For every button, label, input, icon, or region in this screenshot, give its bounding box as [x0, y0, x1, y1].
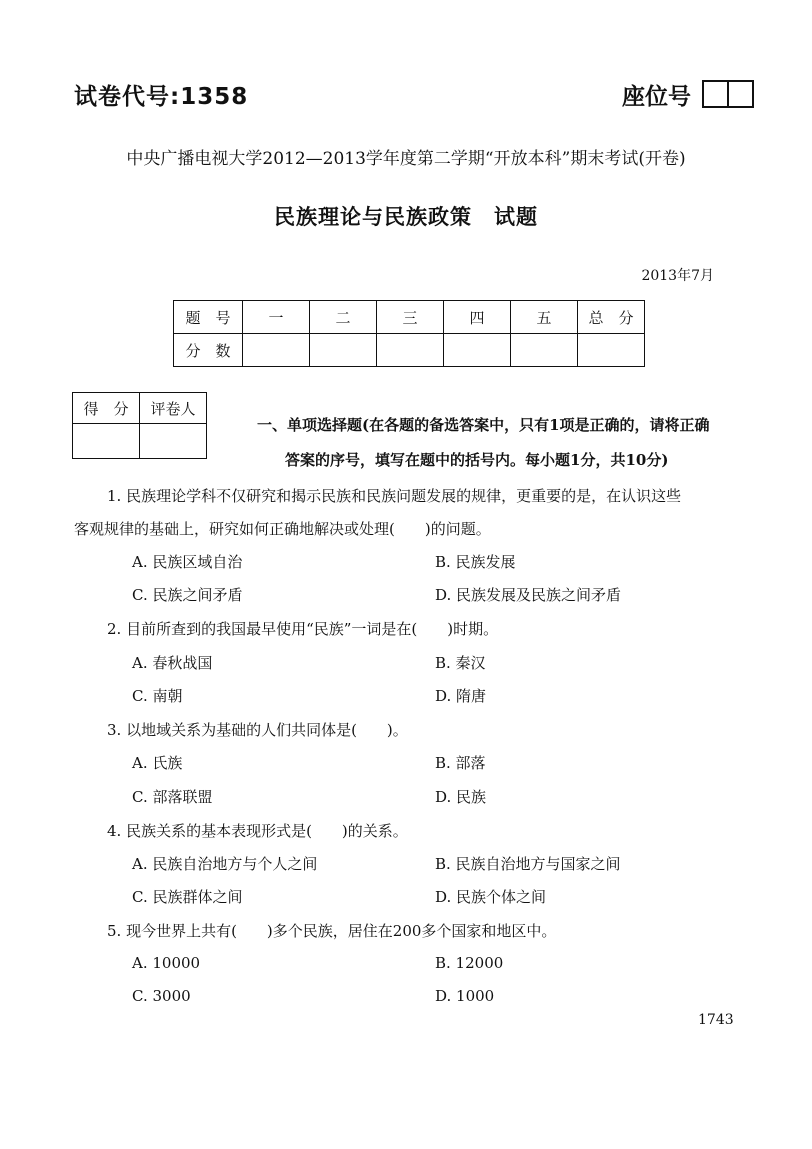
paper-code: 试卷代号:1358 [74, 84, 249, 110]
question-3-option-c: C. 部落联盟 [132, 788, 213, 806]
score-row-label: 分 数 [174, 334, 243, 367]
grader-score-header: 得 分 [73, 393, 140, 424]
question-5-option-c: C. 3000 [132, 987, 191, 1005]
seat-number-label: 座位号 [622, 84, 691, 110]
grader-name-header: 评卷人 [140, 393, 207, 424]
question-3-option-d: D. 民族 [435, 788, 487, 806]
question-2-option-d: D. 隋唐 [435, 687, 487, 705]
section-instruction-line1: 一、单项选择题(在各题的备选答案中，只有1项是正确的，请将正确 [257, 416, 710, 434]
exam-header: 中央广播电视大学2012—2013学年度第二学期“开放本科”期末考试(开卷) [126, 149, 686, 169]
question-4-option-b: B. 民族自治地方与国家之间 [435, 855, 621, 873]
page-number: 1743 [698, 1012, 734, 1028]
question-5-option-d: D. 1000 [435, 987, 495, 1005]
seat-box [704, 82, 727, 106]
question-4-line1: 4. 民族关系的基本表现形式是( )的关系。 [107, 822, 408, 840]
question-1-option-c: C. 民族之间矛盾 [132, 586, 243, 604]
score-table-header-row [174, 301, 645, 334]
score-header-cell: 题 号 [174, 301, 243, 334]
question-4-option-d: D. 民族个体之间 [435, 888, 547, 906]
question-1-option-b: B. 民族发展 [435, 553, 516, 571]
question-1-option-d: D. 民族发展及民族之间矛盾 [435, 586, 622, 604]
question-1-option-a: A. 民族区域自治 [132, 553, 243, 571]
score-header-cell: 一 [243, 301, 310, 334]
score-cell [310, 334, 377, 367]
score-header-cell: 五 [511, 301, 578, 334]
exam-date: 2013年7月 [641, 268, 714, 284]
score-table [173, 300, 645, 367]
score-cell [444, 334, 511, 367]
seat-box [727, 82, 752, 106]
score-header-cell: 二 [310, 301, 377, 334]
seat-number-boxes [702, 80, 754, 108]
question-5-line1: 5. 现今世界上共有( )多个民族，居住在200多个国家和地区中。 [107, 922, 557, 940]
question-3-option-b: B. 部落 [435, 754, 486, 772]
grader-table [72, 392, 207, 459]
question-5-option-a: A. 10000 [132, 954, 201, 972]
score-header-cell: 总 分 [578, 301, 645, 334]
score-cell [243, 334, 310, 367]
question-2-option-c: C. 南朝 [132, 687, 183, 705]
score-table-value-row [174, 334, 645, 367]
question-1-line1: 1. 民族理论学科不仅研究和揭示民族和民族问题发展的规律，更重要的是，在认识这些 [107, 487, 682, 505]
question-4-option-a: A. 民族自治地方与个人之间 [132, 855, 318, 873]
question-2-line1: 2. 目前所查到的我国最早使用“民族”一词是在( )时期。 [107, 620, 499, 638]
score-cell [511, 334, 578, 367]
score-header-cell: 三 [377, 301, 444, 334]
question-4-option-c: C. 民族群体之间 [132, 888, 243, 906]
question-2-option-a: A. 春秋战国 [132, 654, 213, 672]
question-3-line1: 3. 以地域关系为基础的人们共同体是( )。 [107, 721, 408, 739]
question-5-option-b: B. 12000 [435, 954, 504, 972]
score-cell [578, 334, 645, 367]
grader-name-cell [140, 424, 207, 459]
question-3-option-a: A. 氏族 [132, 754, 183, 772]
question-2-option-b: B. 秦汉 [435, 654, 486, 672]
exam-title: 民族理论与民族政策 试题 [274, 204, 538, 229]
section-instruction-line2: 答案的序号，填写在题中的括号内。每小题1分，共10分) [285, 451, 669, 469]
grader-score-cell [73, 424, 140, 459]
score-cell [377, 334, 444, 367]
score-header-cell: 四 [444, 301, 511, 334]
question-1-line2: 客观规律的基础上，研究如何正确地解决或处理( )的问题。 [74, 520, 491, 538]
